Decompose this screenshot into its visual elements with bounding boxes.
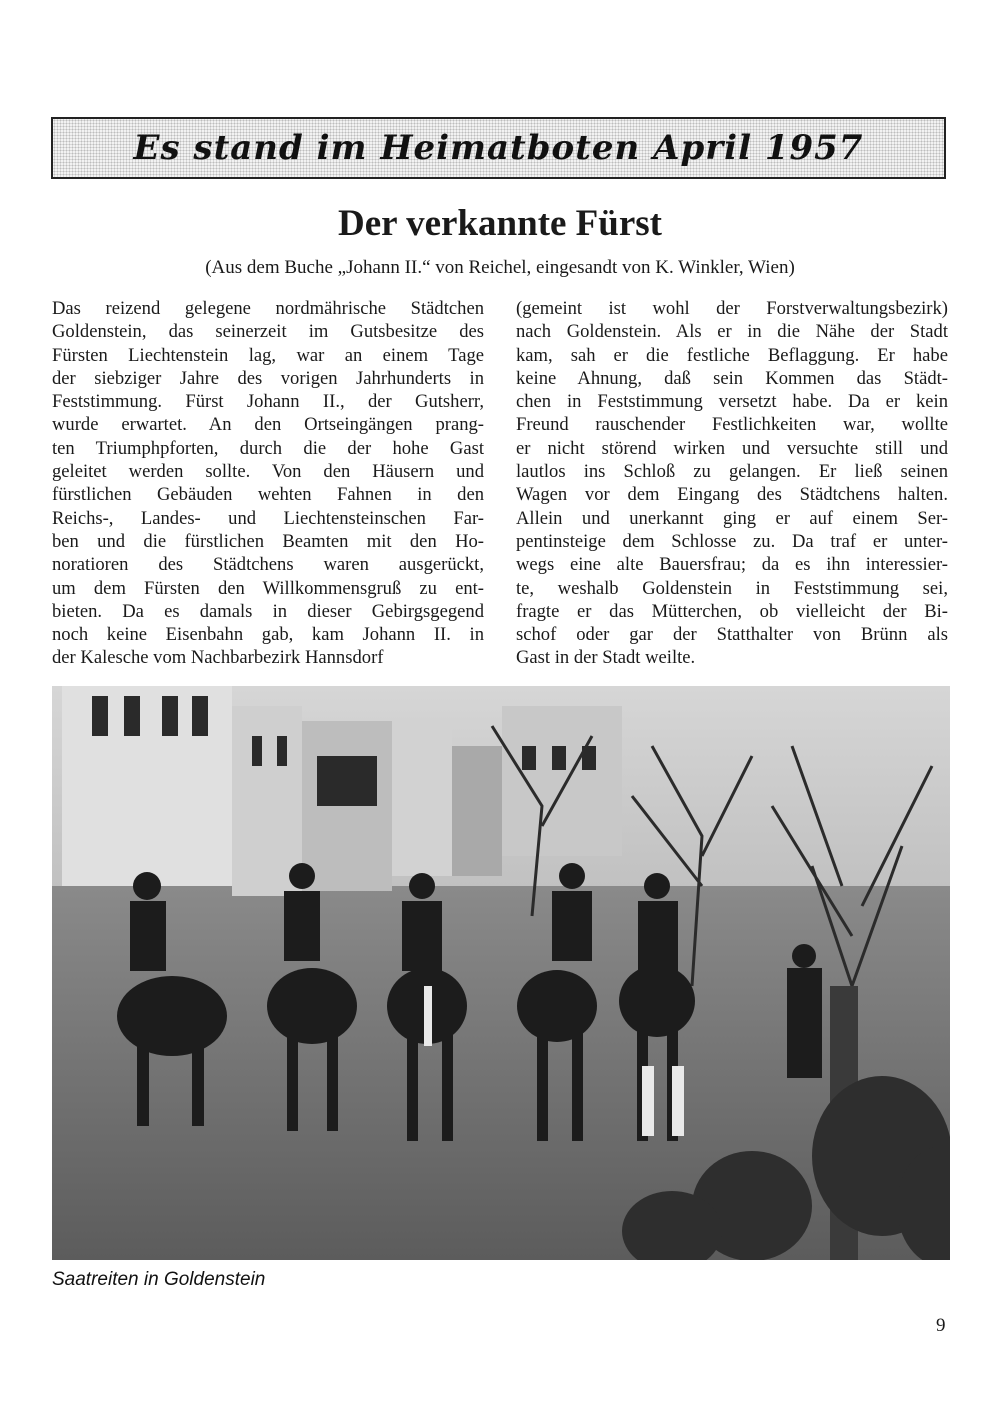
text-line: um dem Fürsten den Willkommensgruß zu ent- xyxy=(52,577,484,599)
text-line: nach Goldenstein. Als er in die Nähe der Stadt xyxy=(516,321,948,343)
text-line: kam, sah er die festliche Beflaggung. Er habe xyxy=(516,344,948,366)
banner-text: Es stand im Heimatboten April 1957 xyxy=(133,128,864,168)
text-line: geleitet werden sollte. Von den Häusern und xyxy=(52,461,484,483)
text-line: ten Triumphpforten, durch die der hohe Gast xyxy=(52,437,484,459)
text-line: (gemeint ist wohl der Forstverwaltungsbezirk) xyxy=(516,298,948,319)
text-line: Gast in der Stadt weilte. xyxy=(516,647,696,669)
text-line: Reichs-, Landes- und Liechtensteinschen Far- xyxy=(52,507,484,529)
text-line: schof oder gar der Statthalter von Brünn als xyxy=(516,624,948,646)
page-number: 9 xyxy=(936,1315,946,1336)
text-line: chen in Feststimmung versetzt habe. Da er kein xyxy=(516,391,948,413)
text-line: er nicht störend wirken und versuchte still und xyxy=(516,437,948,459)
text-line: Das reizend gelegene nordmährische Städtchen xyxy=(52,298,484,319)
text-line: Allein und unerkannt ging er auf einem Ser- xyxy=(516,507,948,529)
text-line: noratioren des Städtchens waren ausgerückt, xyxy=(52,554,484,576)
photo-caption: Saatreiten in Goldenstein xyxy=(52,1269,266,1290)
header-banner xyxy=(51,117,946,179)
text-line: Feststimmung. Fürst Johann II., der Gutsherr, xyxy=(52,391,484,413)
photo-saatreiten xyxy=(52,686,950,1260)
text-line: der Kalesche vom Nachbarbezirk Hannsdorf xyxy=(52,647,384,669)
text-line: te, weshalb Goldenstein in Feststimmung sei, xyxy=(516,577,948,599)
text-line: noch keine Eisenbahn gab, kam Johann II. in xyxy=(52,624,484,646)
text-column-left xyxy=(52,297,484,670)
text-line: fürstlichen Gebäuden wehten Fahnen in den xyxy=(52,484,484,506)
text-line: wegs eine alte Bauersfrau; da es ihn interessier- xyxy=(516,554,948,576)
text-line: fragte er das Mütterchen, ob vielleicht der Bi- xyxy=(516,600,948,622)
article-title: Der verkannte Fürst xyxy=(337,203,663,244)
text-line: Wagen vor dem Eingang des Städtchens halten. xyxy=(516,484,948,506)
text-line: lautlos ins Schloß zu gelangen. Er ließ seinen xyxy=(516,461,948,483)
text-line: Fürsten Liechtenstein lag, war an einem Tage xyxy=(52,344,484,366)
text-line: Freund rauschender Festlichkeiten war, wollte xyxy=(516,414,948,436)
text-line: pentinsteige dem Schlosse zu. Da traf er unter- xyxy=(516,530,948,552)
text-line: ben und die fürstlichen Beamten mit den Ho- xyxy=(52,530,484,552)
text-line: keine Ahnung, daß sein Kommen das Städt- xyxy=(516,367,948,389)
text-column-right xyxy=(516,297,948,670)
article-subtitle: (Aus dem Buche „Johann II.“ von Reichel, eingesandt von K. Winkler, Wien) xyxy=(205,257,795,278)
text-line: bieten. Da es damals in dieser Gebirgsgegend xyxy=(52,600,484,622)
text-line: der siebziger Jahre des vorigen Jahrhunderts in xyxy=(52,367,484,389)
text-line: wurde erwartet. An den Ortseingängen prang- xyxy=(52,414,484,436)
text-line: Goldenstein, das seinerzeit im Gutsbesitze des xyxy=(52,321,484,343)
